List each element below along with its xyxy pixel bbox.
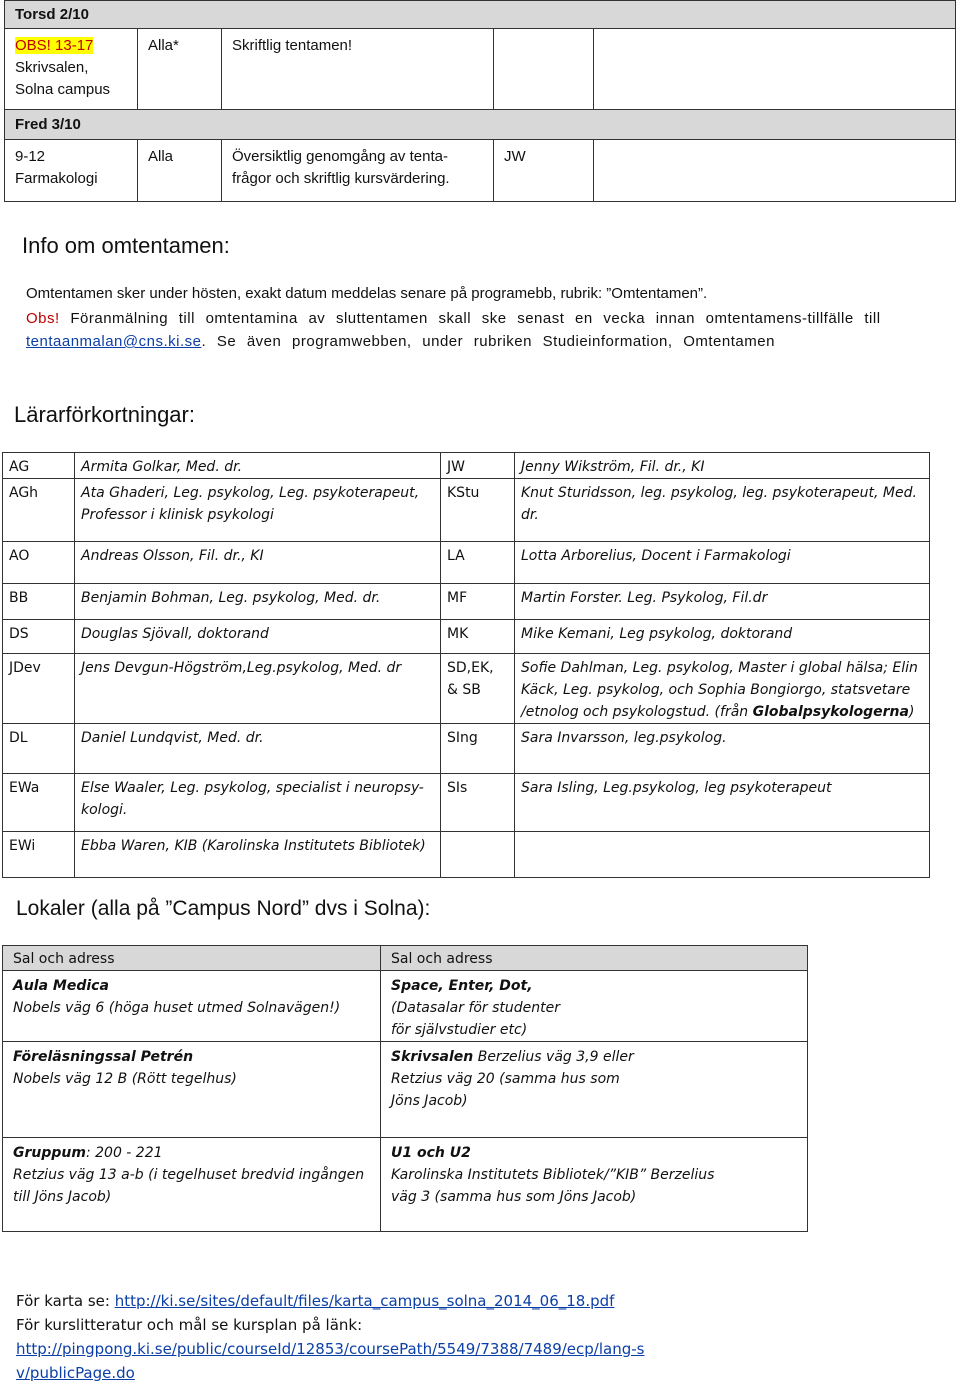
- abbr: [441, 832, 515, 878]
- obs-label: Obs!: [26, 310, 60, 327]
- teacher-name: Jenny Wikström, Fil. dr., KI: [515, 453, 930, 479]
- abbr: DS: [3, 620, 75, 654]
- room-address: Karolinska Institutets Bibliotek/”KIB” Berzelius väg 3 (samma hus som Jöns Jacob): [391, 1167, 715, 1205]
- map-label: För karta se:: [16, 1292, 115, 1310]
- abbr: EWi: [3, 832, 75, 878]
- day-label: Torsd 2/10: [5, 1, 956, 29]
- teacher-name-part: Sofie Dahlman, Leg. psykolog, Master i global hälsa; Elin Käck, Leg. psykolog, och Sophia Bongiorgo, statsvetare /etnolog och psykologstud. (från: [521, 660, 918, 720]
- teacher-cell: [494, 29, 594, 110]
- teacher-name: [515, 654, 930, 724]
- links-section: [16, 1289, 936, 1385]
- abbr: MF: [441, 584, 515, 620]
- room-title: Space, Enter, Dot,: [391, 978, 533, 994]
- teacher-name: Lotta Arborelius, Docent i Farmakologi: [515, 542, 930, 584]
- lokaler-heading: Lokaler (alla på ”Campus Nord” dvs i Solna):: [16, 897, 431, 920]
- abbr: SIs: [441, 774, 515, 832]
- info-obs: [26, 307, 926, 353]
- time: 9-12: [15, 148, 46, 165]
- column-header: Sal och adress: [3, 946, 381, 971]
- room-title: Gruppum: [13, 1145, 86, 1161]
- literature-line: [16, 1337, 656, 1385]
- room-cell: [381, 971, 808, 1042]
- teacher-name: Sara Invarsson, leg.psykolog.: [515, 724, 930, 774]
- info-text: [26, 282, 926, 353]
- room-cell: [381, 1138, 808, 1232]
- table-row: [3, 971, 808, 1042]
- place: Farmakologi: [15, 170, 98, 187]
- schedule-row: [5, 29, 956, 110]
- room-address: Berzelius väg 3,9 eller Retzius väg 20 (samma hus som Jöns Jacob): [391, 1049, 634, 1109]
- room-title: Föreläsningssal Petrén: [13, 1049, 194, 1065]
- room-cell: [381, 1042, 808, 1138]
- day-row: [5, 110, 956, 140]
- teacher-name: Benjamin Bohman, Leg. psykolog, Med. dr.: [75, 584, 441, 620]
- info-line: . Se även programwebben, under rubriken Studieinformation, Omtentamen: [201, 333, 775, 350]
- info-line: Omtentamen sker under hösten, exakt datum meddelas senare på programebb, rubrik: ”Omtentamen”.: [26, 285, 708, 302]
- abbr: BB: [3, 584, 75, 620]
- table-row: [3, 1042, 808, 1138]
- place: Skrivsalen, Solna campus: [15, 59, 111, 98]
- teacher-name: Knut Sturidsson, leg. psykolog, leg. psykoterapeut, Med. dr.: [515, 479, 930, 542]
- teacher-cell: JW: [494, 140, 594, 202]
- table-row: [3, 620, 930, 654]
- room-title: U1 och U2: [391, 1145, 471, 1161]
- room-cell: [3, 1042, 381, 1138]
- abbr: KStu: [441, 479, 515, 542]
- teachers-heading: Lärarförkortningar:: [14, 402, 195, 427]
- table-row: [3, 453, 930, 479]
- map-link[interactable]: http://ki.se/sites/default/files/karta_campus_solna_2014_06_18.pdf: [114, 1292, 615, 1310]
- teacher-name: Armita Golkar, Med. dr.: [75, 453, 441, 479]
- teacher-name-part: ): [908, 704, 915, 720]
- abbr: SD,EK, & SB: [441, 654, 515, 724]
- room-address-block: [391, 1046, 641, 1112]
- table-row: [3, 774, 930, 832]
- abbr: JDev: [3, 654, 75, 724]
- teacher-name: Martin Forster. Leg. Psykolog, Fil.dr: [515, 584, 930, 620]
- day-row: [5, 1, 956, 29]
- lokaler-table: [2, 945, 808, 1232]
- day-label: Fred 3/10: [5, 110, 956, 140]
- room-title: Aula Medica: [13, 978, 109, 994]
- room-title-line: [13, 1142, 370, 1164]
- room-address: Nobels väg 6 (höga huset utmed Solnavägen!): [13, 1000, 341, 1016]
- time-cell: [5, 140, 138, 202]
- table-row: [3, 584, 930, 620]
- room-address: Retzius väg 13 a-b (i tegelhuset bredvid ingången till Jöns Jacob): [13, 1167, 365, 1205]
- course-plan-link[interactable]: http://pingpong.ki.se/public/courseId/12853/coursePath/5549/7388/7489/ecp/lang-sv/publicPage.do: [16, 1340, 645, 1382]
- table-row: [3, 479, 930, 542]
- who-cell: Alla: [138, 140, 222, 202]
- teacher-name: Sara Isling, Leg.psykolog, leg psykoterapeut: [515, 774, 930, 832]
- teacher-name: Daniel Lundqvist, Med. dr.: [75, 724, 441, 774]
- what-cell: Skriftlig tentamen!: [222, 29, 494, 110]
- schedule-table: [4, 0, 956, 202]
- who-cell: Alla*: [138, 29, 222, 110]
- teacher-name: Else Waaler, Leg. psykolog, specialist i neuropsy-kologi.: [75, 774, 441, 832]
- table-header-row: [3, 946, 808, 971]
- room-cell: [3, 971, 381, 1042]
- teacher-name: Mike Kemani, Leg psykolog, doktorand: [515, 620, 930, 654]
- teacher-name: Douglas Sjövall, doktorand: [75, 620, 441, 654]
- room-address: (Datasalar för studenter för självstudier etc): [391, 1000, 561, 1038]
- map-line: [16, 1289, 936, 1313]
- info-line: Föranmälning till omtentamina av sluttentamen skall ske senast en vecka innan omtentamens-tillfälle till: [70, 310, 881, 327]
- abbr: SIng: [441, 724, 515, 774]
- abbr: AG: [3, 453, 75, 479]
- abbr: LA: [441, 542, 515, 584]
- abbr: MK: [441, 620, 515, 654]
- table-row: [3, 1138, 808, 1232]
- schedule-row: [5, 140, 956, 202]
- group-name: Globalpsykologerna: [752, 704, 909, 720]
- info-heading: Info om omtentamen:: [22, 233, 230, 258]
- teachers-table: [2, 452, 930, 878]
- email-link[interactable]: tentaanmalan@cns.ki.se: [26, 333, 202, 350]
- table-row: [3, 832, 930, 878]
- table-row: [3, 542, 930, 584]
- teacher-name: Andreas Olsson, Fil. dr., KI: [75, 542, 441, 584]
- abbr: AGh: [3, 479, 75, 542]
- time-cell: [5, 29, 138, 110]
- room-cell: [3, 1138, 381, 1232]
- teacher-name: Ebba Waren, KIB (Karolinska Institutets Bibliotek): [75, 832, 441, 878]
- abbr: AO: [3, 542, 75, 584]
- room-address: Nobels väg 12 B (Rött tegelhus): [13, 1071, 237, 1087]
- abbr: JW: [441, 453, 515, 479]
- what-cell: Översiktlig genomgång av tenta-frågor och skriftlig kursvärdering.: [222, 140, 494, 202]
- table-row: [3, 724, 930, 774]
- teacher-name: Ata Ghaderi, Leg. psykolog, Leg. psykoterapeut, Professor i klinisk psykologi: [75, 479, 441, 542]
- column-header: Sal och adress: [381, 946, 808, 971]
- table-row: [3, 654, 930, 724]
- room-title: Skrivsalen: [391, 1049, 474, 1065]
- literature-text: För kurslitteratur och mål se kursplan på länk:: [16, 1316, 363, 1334]
- empty-cell: [594, 140, 956, 202]
- teacher-name: [515, 832, 930, 878]
- abbr: EWa: [3, 774, 75, 832]
- abbr: DL: [3, 724, 75, 774]
- obs-time: OBS! 13-17: [15, 37, 94, 54]
- empty-cell: [594, 29, 956, 110]
- teacher-name: Jens Devgun-Högström,Leg.psykolog, Med. dr: [75, 654, 441, 724]
- room-numbers: : 200 - 221: [85, 1145, 163, 1161]
